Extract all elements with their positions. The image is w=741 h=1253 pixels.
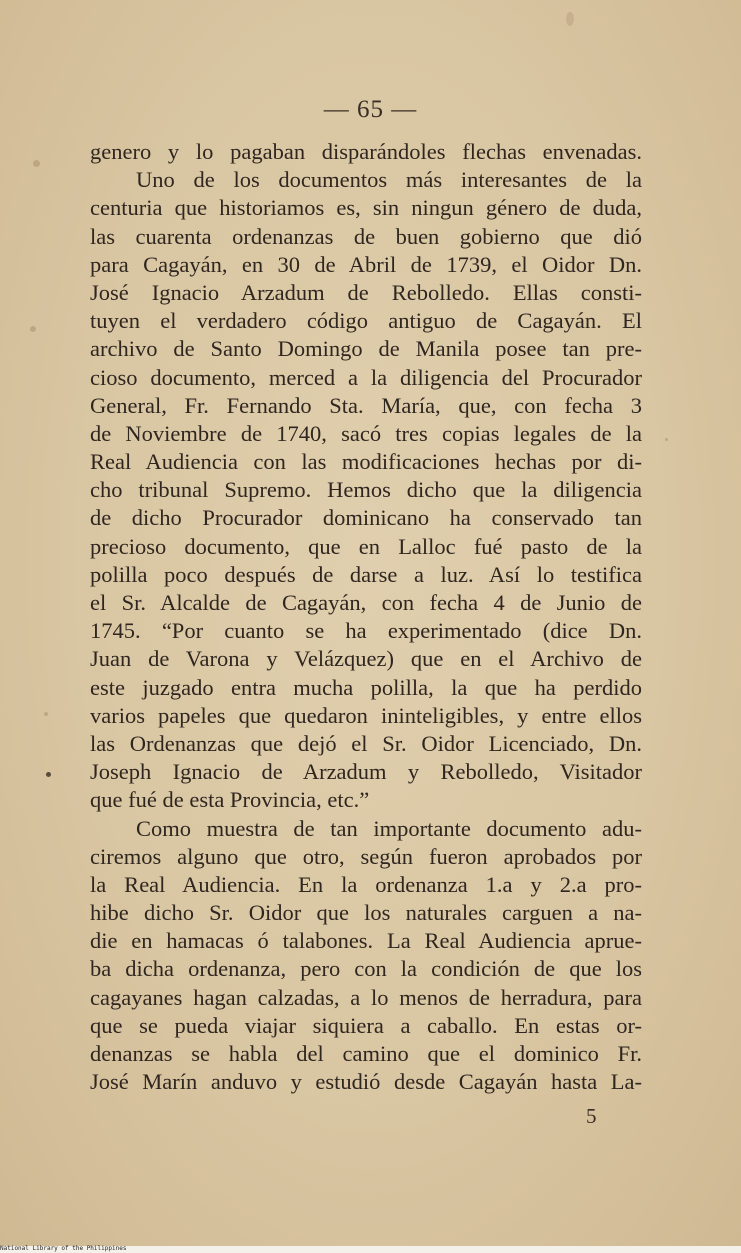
text-line: las Ordenanzas que dejó el Sr. Oidor Licenciado, Dn. [90,730,642,756]
text-line: cho tribunal Supremo. Hemos dicho que la diligencia [90,477,642,503]
text-line: ba dicha ordenanza, pero con la condición de que los [90,956,642,982]
text-line: precioso documento, que en Lalloc fué pasto de la [90,533,642,559]
text-line: Uno de los documentos más interesantes de la [136,167,642,193]
paper-speck [566,12,574,26]
text-line: die en hamacas ó talabones. La Real Audiencia aprue- [90,928,642,954]
text-line: este juzgado entra mucha polilla, la que ha perdido [90,674,642,700]
page-number: — 65 — [323,96,418,123]
text-line: las cuarenta ordenanzas de buen gobierno que dió [90,223,642,249]
text-line: ciremos alguno que otro, según fueron aprobados por [90,843,642,869]
text-line: genero y lo pagaban disparándoles flechas envenadas. [90,139,642,164]
text-line: Juan de Varona y Velázquez) que en el Archivo de [90,646,642,672]
text-line: centuria que historiamos es, sin ningun género de duda, [90,195,642,221]
text-line: de Noviembre de 1740, sacó tres copias legales de la [90,420,642,446]
text-line: tuyen el verdadero código antiguo de Cagayán. El [90,308,642,334]
text-line: José Ignacio Arzadum de Rebolledo. Ellas consti- [90,279,642,305]
paper-speck [44,712,48,716]
text-line: Real Audiencia con las modificaciones hechas por di- [90,449,642,475]
text-line: de dicho Procurador dominicano ha conservado tan [90,505,642,531]
text-line: General, Fr. Fernando Sta. María, que, con fecha 3 [90,392,642,418]
body-text [90,138,642,1096]
text-line: 1745. “Por cuanto se ha experimentado (dice Dn. [90,618,642,644]
text-line: José Marín anduvo y estudió desde Cagayán hasta La- [90,1069,642,1095]
text-line: para Cagayán, en 30 de Abril de 1739, el Oidor Dn. [90,251,642,277]
text-line: que se pueda viajar siquiera a caballo. En estas or- [90,1012,642,1038]
signature-mark: 5 [586,1104,597,1128]
text-line: cagayanes hagan calzadas, a lo menos de herradura, para [90,984,642,1010]
text-line: Como muestra de tan importante documento adu- [136,815,642,841]
library-credit: National Library of the Philippines [0,1245,127,1252]
text-line: que fué de esta Provincia, etc.” [90,787,370,813]
text-line: hibe dicho Sr. Oidor que los naturales carguen a na- [90,900,642,926]
text-line: la Real Audiencia. En la ordenanza 1.a y 2.a pro- [90,871,642,897]
text-line: cioso documento, merced a la diligencia del Procurador [90,364,642,390]
text-line: Joseph Ignacio de Arzadum y Rebolledo, Visitador [90,759,642,785]
text-line: varios papeles que quedaron ininteligibles, y entre ellos [90,702,642,728]
text-line: archivo de Santo Domingo de Manila posee tan pre- [90,336,642,362]
paper-speck [33,160,40,167]
paper-speck [46,772,51,777]
text-line: el Sr. Alcalde de Cagayán, con fecha 4 de Junio de [90,590,642,615]
text-line: denanzas se habla del camino que el dominico Fr. [90,1041,642,1066]
text-line: polilla poco después de darse a luz. Así lo testifica [90,561,642,587]
paper-speck [30,326,36,332]
paper-speck [665,438,668,441]
